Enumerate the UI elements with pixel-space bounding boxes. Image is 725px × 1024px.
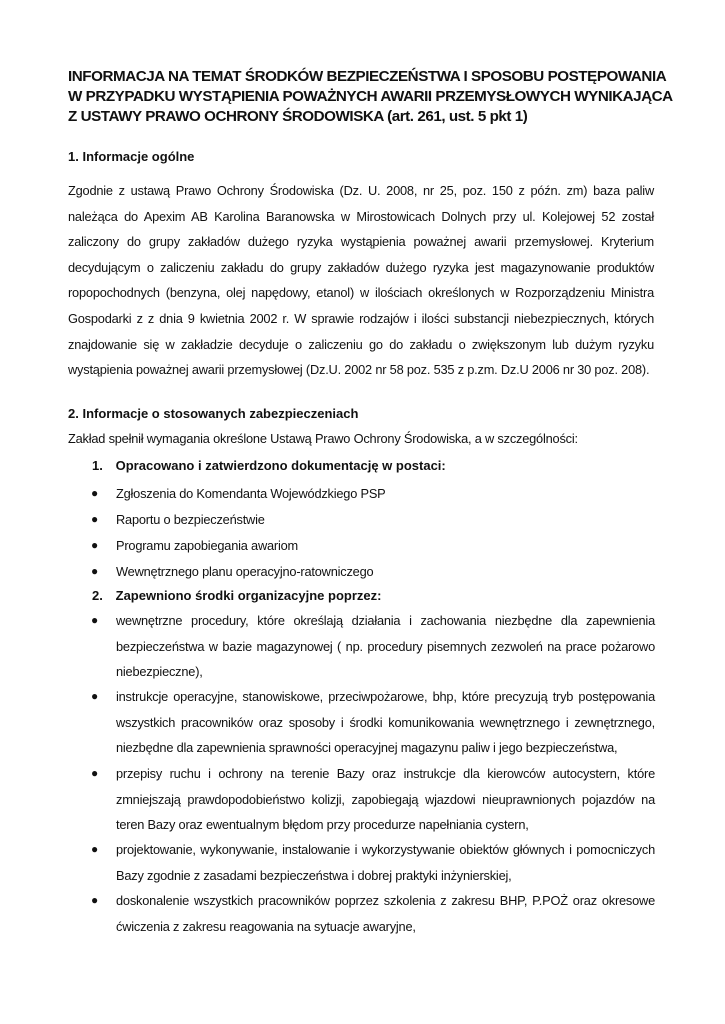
bullet-icon: ● [91,893,99,907]
document-title [68,67,673,127]
list-item-text: Zgłoszenia do Komendanta Wojewódzkiego PSP [116,486,386,501]
subsection-2-heading [92,588,381,603]
subsection-1-heading [92,458,446,473]
bullet-icon: ● [91,613,99,627]
list-item [91,684,655,761]
section-2-intro: Zakład spełnił wymagania określone Ustawą Prawo Ochrony Środowiska, a w szczególności: [68,431,578,446]
bullet-icon: ● [91,766,99,780]
subsection-number: 2. [92,588,103,603]
list-item [91,761,655,838]
title-line: INFORMACJA NA TEMAT ŚRODKÓW BEZPIECZEŃSTWA I SPOSOBU POSTĘPOWANIA [68,68,667,85]
subsection-title: Opracowano i zatwierdzono dokumentację w postaci: [115,458,446,473]
list-item-text: przepisy ruchu i ochrony na terenie Bazy oraz instrukcje dla kierowców autocystern, które zmniejszają prawdopodobieństwo kolizji, zapobiegają wjazdowi nieuprawnionych pojazdów na teren Bazy oraz ewentualnym błędom przy procedurze napełniania cystern, [116,766,655,833]
list-item [91,507,655,533]
bullet-icon: ● [91,486,99,500]
bullet-icon: ● [91,538,99,552]
section-2-heading: 2. Informacje o stosowanych zabezpieczeniach [68,406,359,421]
list-item-text: Programu zapobiegania awariom [116,538,298,553]
list-item-text: Raportu o bezpieczeństwie [116,512,265,527]
list-item [91,559,655,585]
list-item-text: projektowanie, wykonywanie, instalowanie i wykorzystywanie obiektów głównych i pomocniczych Bazy zgodnie z zasadami bezpieczeństwa i dobrej praktyki inżynierskiej, [116,842,655,883]
subsection-title: Zapewniono środki organizacyjne poprzez: [115,588,382,603]
list-item [91,608,655,685]
section-1-paragraph: Zgodnie z ustawą Prawo Ochrony Środowiska (Dz. U. 2008, nr 25, poz. 150 z późn. zm) baza paliw należąca do Apexim AB Karolina Baranowska w Mirostowicach Dolnych przy ul. Kolejowej 52 został zaliczony do grupy zakładów dużego ryzyka wystąpienia poważnej awarii przemysłowej. Kryterium decydującym o zaliczeniu zakładu do grupy zakładów dużego ryzyka jest magazynowanie produktów ropopochodnych (benzyna, olej napędowy, etanol) w ilościach określonych w Rozporządzeniu Ministra Gospodarki z z dnia 9 kwietnia 2002 r. W sprawie rodzajów i ilości substancji niebezpiecznych, których znajdowanie się w zakładzie decyduje o zaliczeniu go do zakładu o zwiększonym lub dużym ryzyku wystąpienia poważnej awarii przemysłowej (Dz.U. 2002 nr 58 poz. 535 z p.zm. Dz.U 2006 nr 30 poz. 208). [68,183,654,378]
list-item-text: Wewnętrznego planu operacyjno-ratowniczego [116,564,374,579]
list-item [91,837,655,888]
bullet-icon: ● [91,512,99,526]
bullet-icon: ● [91,689,99,703]
list-item [91,481,655,507]
title-line: W PRZYPADKU WYSTĄPIENIA POWAŻNYCH AWARII PRZEMYSŁOWYCH WYNIKAJĄCA [68,88,673,105]
list-item [91,888,655,939]
list-item-text: wewnętrzne procedury, które określają działania i zachowania niezbędne dla zapewnienia bezpieczeństwa w bazie magazynowej ( np. procedury pisemnych zezwoleń na prace pożarowo niebezpieczne), [116,613,655,680]
subsection-number: 1. [92,458,103,473]
bullet-icon: ● [91,564,99,578]
title-line: Z USTAWY PRAWO OCHRONY ŚRODOWISKA (art. 261, ust. 5 pkt 1) [68,108,528,125]
list-item-text: instrukcje operacyjne, stanowiskowe, przeciwpożarowe, bhp, które precyzują tryb postępowania wszystkich pracowników oraz sposoby i środki komunikowania wewnętrznego i zewnętrznego, niezbędne dla zapewnienia sprawności operacyjnej magazynu paliw i jego bezpieczeństwa, [116,689,655,756]
list-item [91,533,655,559]
section-1-heading: 1. Informacje ogólne [68,149,195,164]
list-item-text: doskonalenie wszystkich pracowników poprzez szkolenia z zakresu BHP, P.POŻ oraz okresowe ćwiczenia z zakresu reagowania na sytuacje awaryjne, [116,893,655,934]
bullet-icon: ● [91,842,99,856]
